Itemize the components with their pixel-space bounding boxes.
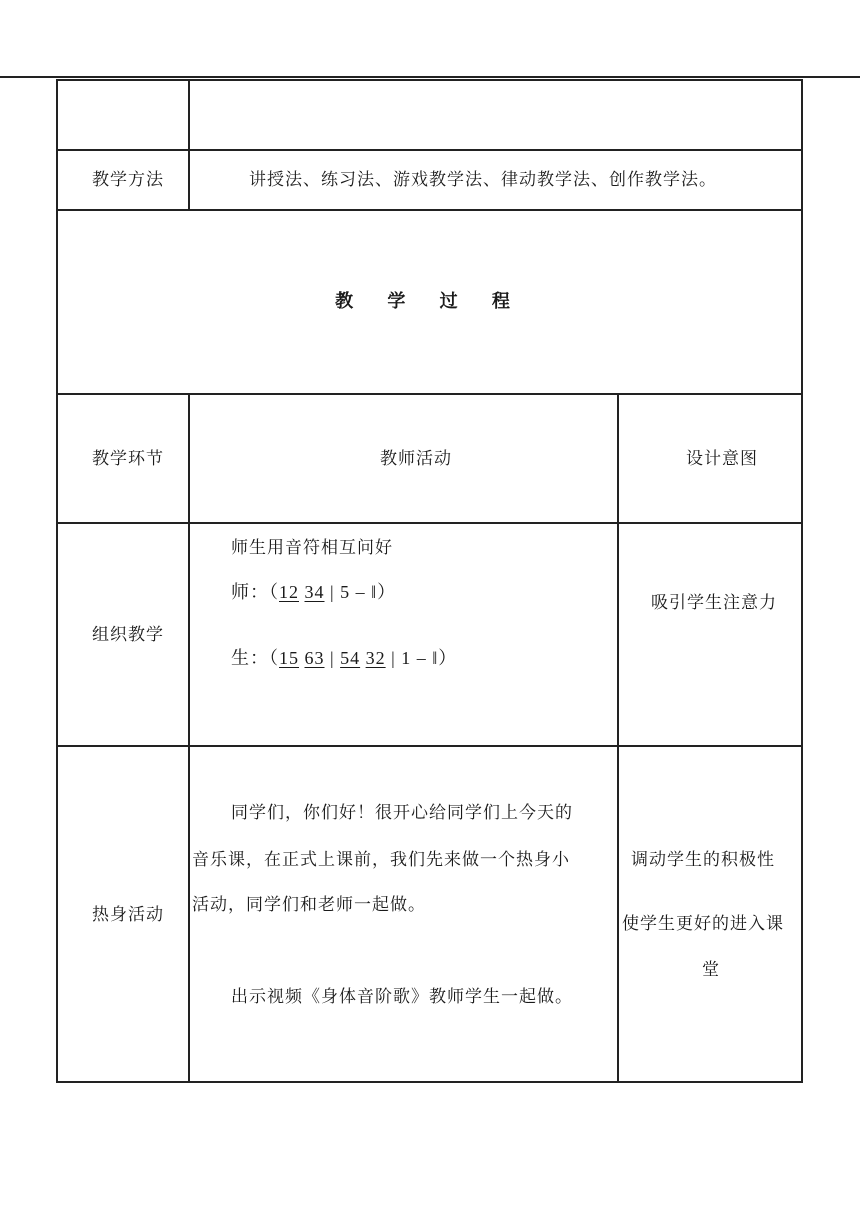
student-tail: | 1 – ‖） [391, 648, 458, 668]
intent-line: 调动学生的积极性 [631, 850, 775, 870]
table-border-bottom [56, 1081, 803, 1083]
teacher-notation [231, 582, 396, 602]
table-col-divider [617, 393, 619, 1083]
note-group: 34 [304, 582, 325, 602]
teacher-prefix: 师：（ [231, 582, 279, 602]
intent-line: 堂 [702, 960, 720, 980]
activity-line: 出示视频《身体音阶歌》教师学生一起做。 [231, 987, 573, 1007]
bar-separator: | [330, 648, 335, 668]
intent-line: 使学生更好的进入课 [622, 914, 784, 934]
table-row-divider [56, 209, 803, 211]
activity-intro: 师生用音符相互问好 [231, 538, 393, 558]
activity-line: 活动，同学们和老师一起做。 [192, 895, 426, 915]
note-group: 63 [304, 648, 325, 668]
note-group: 15 [279, 648, 299, 668]
header-stage: 教学环节 [92, 449, 164, 469]
section-title: 教 学 过 程 [335, 291, 524, 312]
student-notation [231, 648, 457, 668]
student-prefix: 生：（ [231, 648, 279, 668]
table-col-divider [188, 393, 190, 1083]
table-border-top [56, 79, 803, 81]
table-row-divider [56, 522, 803, 524]
activity-line: 音乐课，在正式上课前，我们先来做一个热身小 [192, 850, 570, 870]
teacher-tail: | 5 – ‖） [330, 582, 397, 602]
table-col-divider [188, 79, 190, 211]
table-border-left [56, 79, 58, 1083]
table-row-divider [56, 149, 803, 151]
table-row-divider [56, 745, 803, 747]
header-intent: 设计意图 [686, 449, 758, 469]
header-activity: 教师活动 [380, 449, 452, 469]
note-group: 54 [340, 648, 361, 668]
row-stage: 组织教学 [92, 625, 164, 645]
activity-line: 同学们，你们好！很开心给同学们上今天的 [231, 803, 573, 823]
method-label: 教学方法 [92, 170, 164, 190]
row-stage: 热身活动 [92, 905, 164, 925]
note-group: 12 [279, 582, 299, 602]
table-border-right [801, 79, 803, 1083]
table-row-divider [56, 393, 803, 395]
method-value: 讲授法、练习法、游戏教学法、律动教学法、创作教学法。 [249, 170, 717, 190]
note-group: 32 [365, 648, 386, 668]
row-intent: 吸引学生注意力 [651, 593, 777, 613]
